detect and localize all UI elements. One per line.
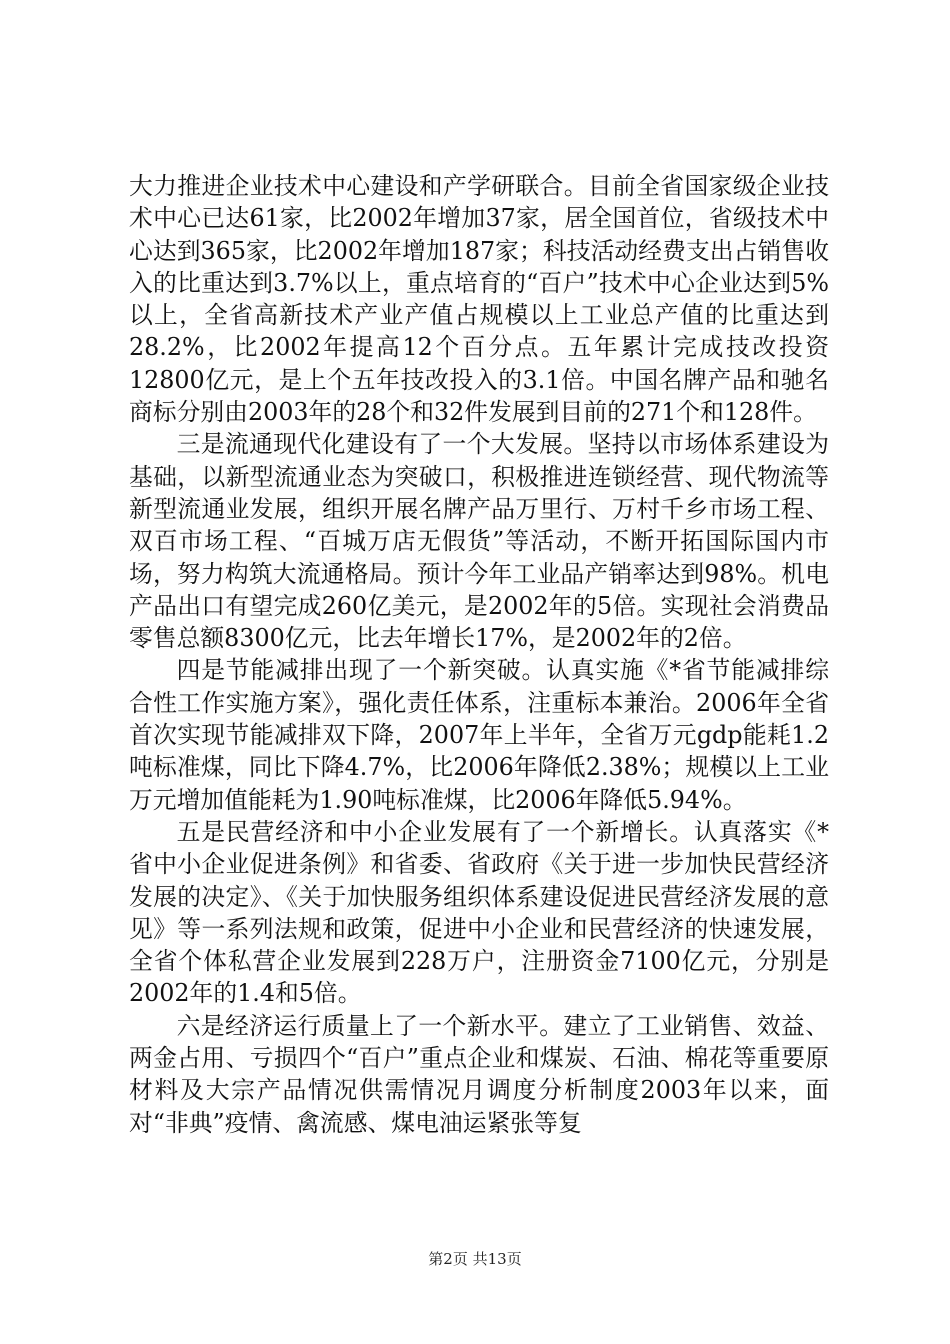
paragraph-4: 五是民营经济和中小企业发展有了一个新增长。认真落实《*省中小企业促进条例》和省委、省政府《关于进一步加快民营经济发展的决定》、《关于加快服务组织体系建设促进民营经济发展的意见》等一系列法规和政策，促进中小企业和民营经济的快速发展，全省个体私营企业发展到228万户，注册资金7100亿元，分别是2002年的1.4和5倍。 [129, 817, 829, 1008]
paragraph-5: 六是经济运行质量上了一个新水平。建立了工业销售、效益、两金占用、亏损四个“百户”重点企业和煤炭、石油、棉花等重要原材料及大宗产品情况供需情况月调度分析制度2003年以来，面对“非典”疫情、禽流感、煤电油运紧张等复 [129, 1011, 829, 1137]
paragraph-1: 大力推进企业技术中心建设和产学研联合。目前全省国家级企业技术中心已达61家，比2002年增加37家，居全国首位，省级技术中心达到365家，比2002年增加187家；科技活动经费支出占销售收入的比重达到3.7%以上，重点培育的“百户”技术中心企业达到5%以上，全省高新技术产业产值占规模以上工业总产值的比重达到28.2%，比2002年提高12个百分点。五年累计完成技改投资12800亿元，是上个五年技改投入的3.1倍。中国名牌产品和驰名商标分别由2003年的28个和32件发展到目前的271个和128件。 [129, 172, 829, 427]
document-body [129, 170, 829, 1139]
paragraph-3: 四是节能减排出现了一个新突破。认真实施《*省节能减排综合性工作实施方案》，强化责任体系，注重标本兼治。2006年全省首次实现节能减排双下降，2007年上半年，全省万元gdp能耗1.2吨标准煤，同比下降4.7%，比2006年降低2.38%；规模以上工业万元增加值能耗为1.90吨标准煤，比2006年降低5.94%。 [129, 656, 829, 814]
paragraph-2: 三是流通现代化建设有了一个大发展。坚持以市场体系建设为基础，以新型流通业态为突破口，积极推进连锁经营、现代物流等新型流通业发展，组织开展名牌产品万里行、万村千乡市场工程、双百市场工程、“百城万店无假货”等活动，不断开拓国际国内市场，努力构筑大流通格局。预计今年工业品产销率达到98%。机电产品出口有望完成260亿美元，是2002年的5倍。实现社会消费品零售总额8300亿元，比去年增长17%，是2002年的2倍。 [129, 430, 829, 653]
page-number-footer: 第2页 共13页 [428, 1250, 522, 1268]
